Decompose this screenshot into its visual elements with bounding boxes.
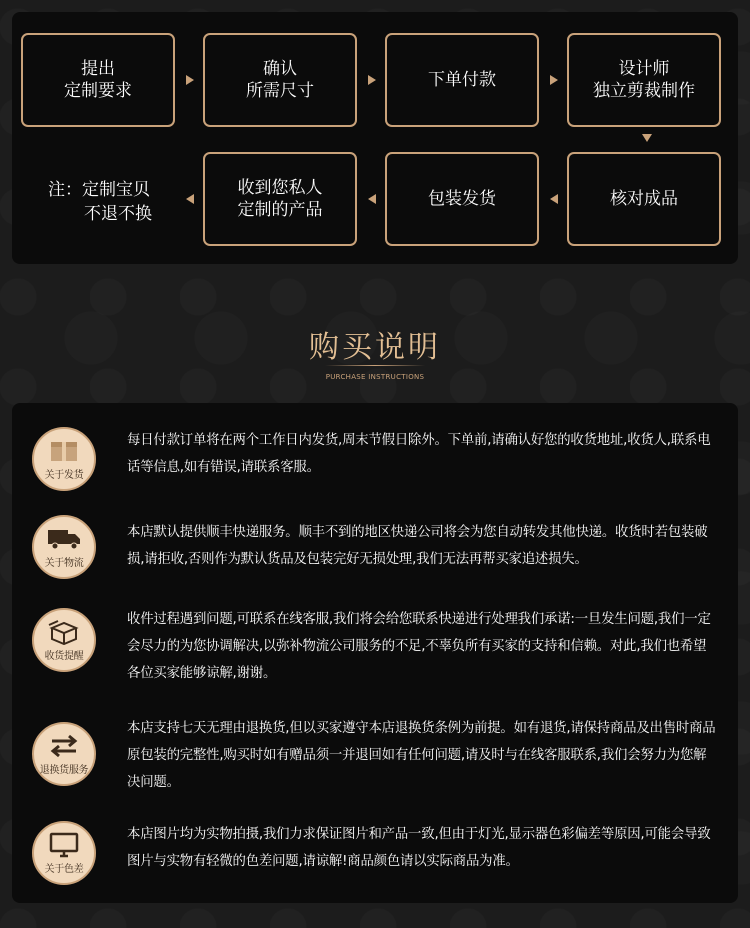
color-badge-label: 关于色差	[44, 863, 84, 875]
shipping-text: 每日付款订单将在两个工作日内发货,周末节假日除外。下单前,请确认好您的收货地址,收货人,联系电话等信息,如有错误,请联系客服。	[127, 433, 711, 475]
step-designer-tailoring: 设计师 独立剪裁制作	[567, 33, 721, 127]
returns-badge	[32, 722, 96, 786]
step-confirm-size: 确认 所需尺寸	[203, 33, 357, 127]
monitor-icon	[47, 832, 81, 858]
step-pack-ship: 包装发货	[385, 152, 539, 246]
customization-flow-panel	[12, 12, 738, 264]
returns-badge-label: 退换货服务	[39, 764, 89, 776]
package-box-icon	[47, 438, 81, 464]
title-divider	[325, 365, 425, 366]
color-badge	[32, 821, 96, 885]
note-line-2: 不退不换	[84, 204, 152, 224]
arrow-down-icon	[642, 134, 652, 142]
returns-text: 本店支持七天无理由退换货,但以买家遵守本店退换货条例为前提。如有退货,请保持商品及出售时商品原包装的完整性,购买时如有赠品须一并退回如有任何问题,请及时与在线客服联系,我们会努力为您解决问题。	[127, 721, 716, 790]
receipt-badge	[32, 608, 96, 672]
arrow-right-icon	[550, 75, 558, 85]
note-line-1: 注：定制宝贝	[48, 180, 150, 200]
purchase-info-panel	[12, 403, 738, 903]
arrow-left-icon	[186, 194, 194, 204]
section-title: 购买说明	[309, 330, 441, 365]
open-box-icon	[47, 619, 81, 645]
step-receive-product: 收到您私人 定制的产品	[203, 152, 357, 246]
logistics-badge	[32, 515, 96, 579]
no-return-note	[48, 178, 178, 226]
arrow-left-icon	[550, 194, 558, 204]
step-place-order: 下单付款	[385, 33, 539, 127]
shipping-badge	[32, 427, 96, 491]
section-subtitle: PURCHASE INSTRUCTIONS	[325, 373, 425, 381]
arrow-right-icon	[368, 75, 376, 85]
exchange-arrows-icon	[47, 733, 81, 759]
step-check-product: 核对成品	[567, 152, 721, 246]
color-text: 本店图片均为实物拍摄,我们力求保证图片和产品一致,但由于灯光,显示器色彩偏差等原因,可能会导致图片与实物有轻微的色差问题,请谅解!商品颜色请以实际商品为准。	[127, 827, 711, 869]
step-submit-request: 提出 定制要求	[21, 33, 175, 127]
shipping-badge-label: 关于发货	[44, 469, 84, 481]
arrow-right-icon	[186, 75, 194, 85]
receipt-badge-label: 收货提醒	[44, 650, 84, 662]
receipt-text: 收件过程遇到问题,可联系在线客服,我们将会给您联系快递进行处理我们承诺:一旦发生问题,我们一定会尽力的为您协调解决,以弥补物流公司服务的不足,不辜负所有买家的支持和信赖。对此,我们也希望各位买家能够谅解,谢谢。	[127, 612, 711, 681]
arrow-left-icon	[368, 194, 376, 204]
delivery-truck-icon	[47, 526, 81, 552]
logistics-badge-label: 关于物流	[44, 557, 84, 569]
logistics-text: 本店默认提供顺丰快递服务。顺丰不到的地区快递公司将会为您自动转发其他快递。收货时若包装破损,请拒收,否则作为默认货品及包装完好无损处理,我们无法再帮买家追述损失。	[127, 525, 708, 567]
